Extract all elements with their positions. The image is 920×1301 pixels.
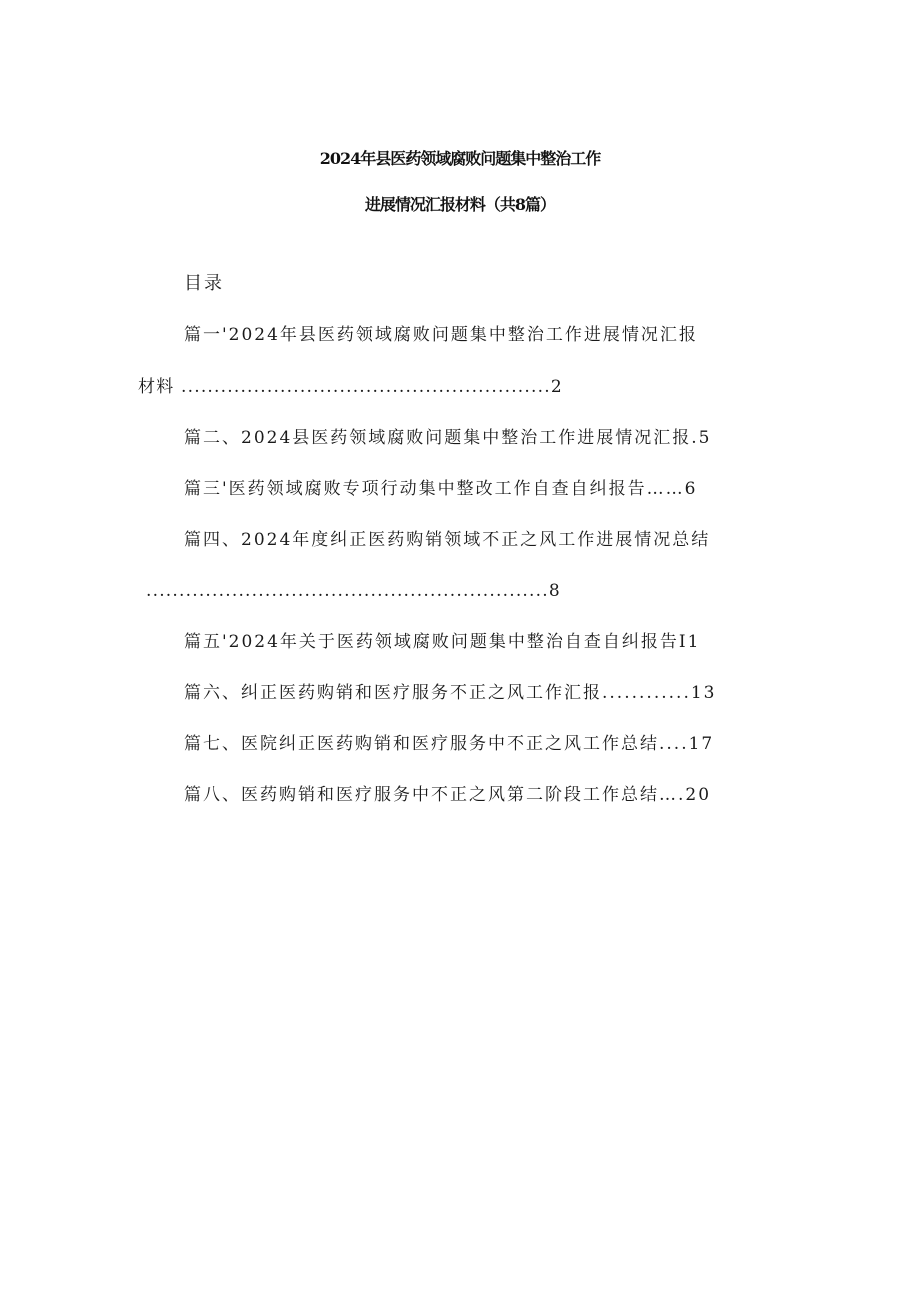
- toc-entry-3: 篇三'医药领域腐败专项行动集中整改工作自查自纠报告……6: [184, 479, 698, 499]
- title-line-2: 进展情况汇报材料（共8篇）: [364, 195, 556, 214]
- title-line-1: 2024年县医药领域腐败问题集中整治工作: [319, 149, 601, 168]
- toc-entry-6: 篇六、纠正医药购销和医疗服务不正之风工作汇报............13: [184, 683, 717, 703]
- toc-entry-2: 篇二、2024县医药领域腐败问题集中整治工作进展情况汇报.5: [184, 428, 712, 448]
- toc-entry-7: 篇七、医院纠正医药购销和医疗服务中不正之风工作总结....17: [184, 734, 715, 754]
- toc-entry-5: 篇五'2024年关于医药领域腐败问题集中整治自查自纠报告I1: [184, 632, 701, 652]
- toc-entry-4-line-2: .............................................................8: [146, 581, 561, 601]
- toc-entry-1-line-1: 篇一'2024年县医药领域腐败问题集中整治工作进展情况汇报: [184, 325, 698, 345]
- toc-heading: 目录: [184, 273, 224, 294]
- toc-entry-8: 篇八、医药购销和医疗服务中不正之风第二阶段工作总结….20: [184, 785, 712, 805]
- toc-entry-1-line-2: 材料 ........................................................2: [138, 377, 563, 397]
- document-title: [0, 136, 920, 228]
- toc-entry-4-line-1: 篇四、2024年度纠正医药购销领域不正之风工作进展情况总结: [184, 530, 711, 550]
